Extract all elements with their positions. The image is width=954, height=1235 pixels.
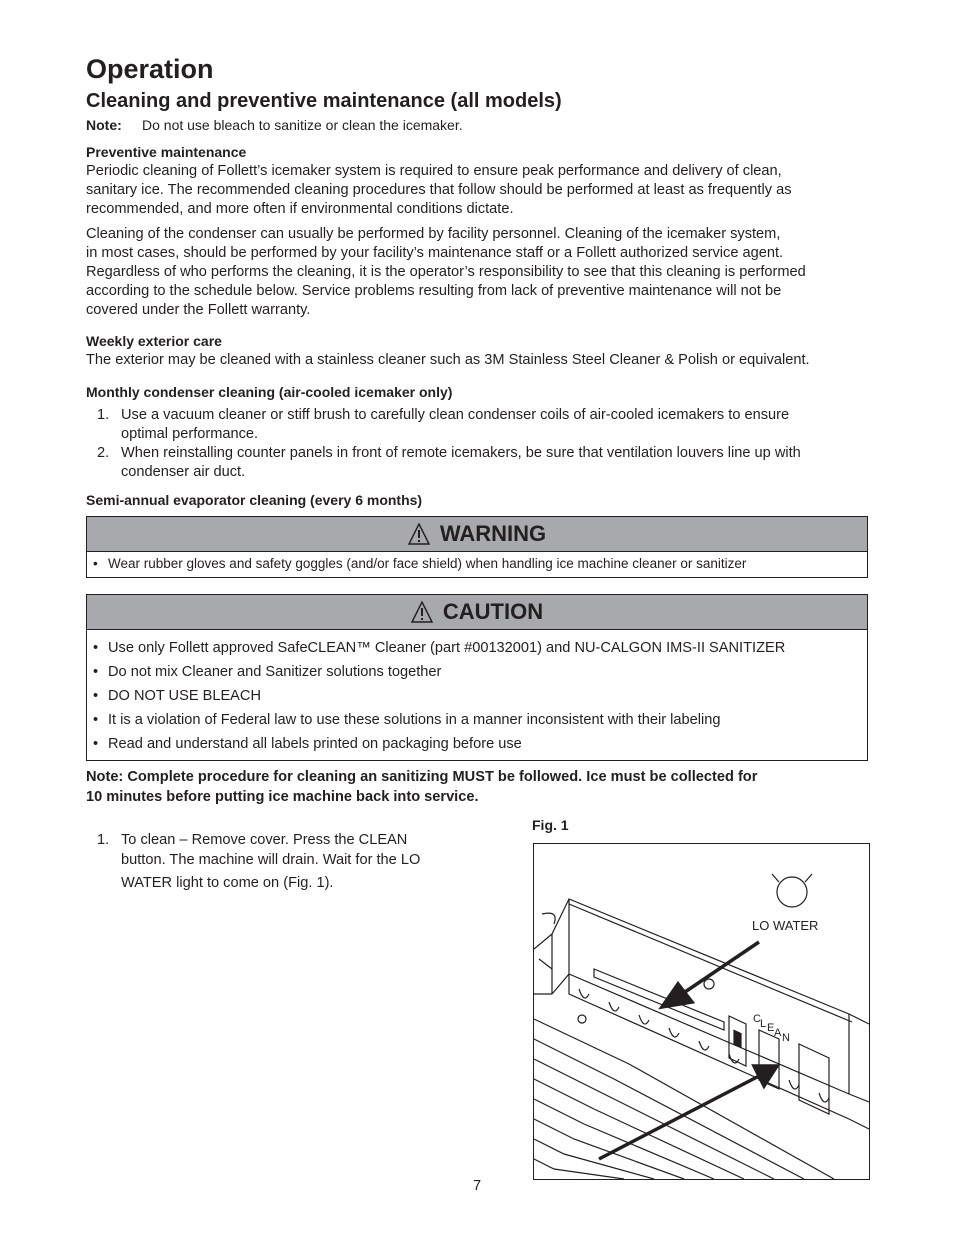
warning-header xyxy=(87,517,867,552)
text-line: Cleaning of the condenser can usually be performed by facility personnel. Cleaning of the icemaker system, xyxy=(86,226,781,242)
monthly-heading: Monthly condenser cleaning (air-cooled icemaker only) xyxy=(86,384,453,400)
preventive-paragraph-2 xyxy=(86,225,876,320)
lo-water-light-icon xyxy=(772,874,812,907)
preventive-paragraph-1 xyxy=(86,162,876,219)
monthly-steps xyxy=(86,406,866,482)
text-line: sanitary ice. The recommended cleaning procedures that follow should be performed at least as frequently as xyxy=(86,182,792,198)
clean-letter: C xyxy=(753,1013,761,1025)
text-line: recommended, and more often if environmental conditions dictate. xyxy=(86,201,514,217)
clean-letter: N xyxy=(782,1032,790,1044)
list-item xyxy=(86,406,866,444)
semiannual-heading: Semi-annual evaporator cleaning (every 6 months) xyxy=(86,492,423,508)
arrow-head xyxy=(754,1066,777,1086)
arrow-to-clean-button xyxy=(599,1076,759,1159)
list-item: • It is a violation of Federal law to use these solutions in a manner inconsistent with their labeling xyxy=(87,708,867,732)
text-line: Use a vacuum cleaner or stiff brush to carefully clean condenser coils of air-cooled icemakers to ensure xyxy=(121,407,790,423)
lo-water-label: LO WATER xyxy=(752,918,819,933)
caution-box xyxy=(86,594,868,761)
arrow-head xyxy=(662,984,692,1007)
text-line: 10 minutes before putting ice machine back into service. xyxy=(86,789,479,805)
clean-letter: L xyxy=(760,1018,767,1030)
step-text xyxy=(86,830,446,893)
list-item xyxy=(86,444,866,482)
text-line: condenser air duct. xyxy=(121,464,246,480)
page-title: Operation xyxy=(86,54,214,84)
text-line: covered under the Follett warranty. xyxy=(86,302,311,318)
step-number: 2. xyxy=(97,445,110,461)
caution-label: CAUTION xyxy=(442,599,544,624)
list-item: • Do not mix Cleaner and Sanitizer solutions together xyxy=(87,660,867,684)
note-label: Note: xyxy=(86,117,122,133)
icemaker-illustration xyxy=(534,844,869,1179)
text-line: Note: Complete procedure for cleaning an sanitizing MUST be followed. Ice must be collected for xyxy=(86,769,758,785)
warning-triangle-icon xyxy=(408,523,430,545)
caution-triangle-icon xyxy=(411,601,433,623)
warning-label: WARNING xyxy=(439,521,547,546)
note-text: Do not use bleach to sanitize or clean the icemaker. xyxy=(142,117,463,133)
list-item: • Read and understand all labels printed on packaging before use xyxy=(87,732,867,756)
weekly-heading: Weekly exterior care xyxy=(86,333,222,349)
section-subtitle: Cleaning and preventive maintenance (all models) xyxy=(86,90,562,112)
text-line: WATER light to come on (Fig. 1). xyxy=(121,875,334,891)
warning-box xyxy=(86,516,868,578)
text-line: according to the schedule below. Service problems resulting from lack of preventive maintenance will not be xyxy=(86,283,782,299)
bleach-note xyxy=(86,116,463,134)
step-number: 1. xyxy=(97,407,110,423)
list-item: • Use only Follett approved SafeCLEAN™ Cleaner (part #00132001) and NU-CALGON IMS-II SANITIZER xyxy=(87,636,867,660)
text-line: Periodic cleaning of Follett’s icemaker system is required to ensure peak performance and delivery of clean, xyxy=(86,163,782,179)
caution-list xyxy=(87,630,867,760)
text-line: optimal performance. xyxy=(121,426,259,442)
warning-list xyxy=(87,552,867,577)
caution-header xyxy=(87,595,867,630)
list-item: • DO NOT USE BLEACH xyxy=(87,684,867,708)
text-line: button. The machine will drain. Wait for the LO xyxy=(121,852,421,868)
text-line: When reinstalling counter panels in front of remote icemakers, be sure that ventilation louvers line up with xyxy=(121,445,801,461)
text-line: Regardless of who performs the cleaning, it is the operator’s responsibility to see that this cleaning is performed xyxy=(86,264,806,280)
clean-step-1 xyxy=(86,830,446,893)
preventive-heading: Preventive maintenance xyxy=(86,144,247,160)
weekly-text: The exterior may be cleaned with a stainless cleaner such as 3M Stainless Steel Cleaner & Polish or equivalent. xyxy=(86,352,810,368)
page-number: 7 xyxy=(472,1178,482,1194)
procedure-note xyxy=(86,767,846,807)
step-number: 1. xyxy=(97,832,110,848)
figure-label: Fig. 1 xyxy=(532,817,569,833)
text-line: To clean – Remove cover. Press the CLEAN xyxy=(121,832,408,848)
clean-letter: E xyxy=(767,1022,775,1034)
figure-1-illustration xyxy=(533,843,870,1180)
list-item: • Wear rubber gloves and safety goggles (and/or face shield) when handling ice machine cleaner or sanitizer xyxy=(87,554,867,574)
clean-letter: A xyxy=(774,1027,782,1039)
text-line: in most cases, should be performed by your facility’s maintenance staff or a Follett authorized service agent. xyxy=(86,245,784,261)
